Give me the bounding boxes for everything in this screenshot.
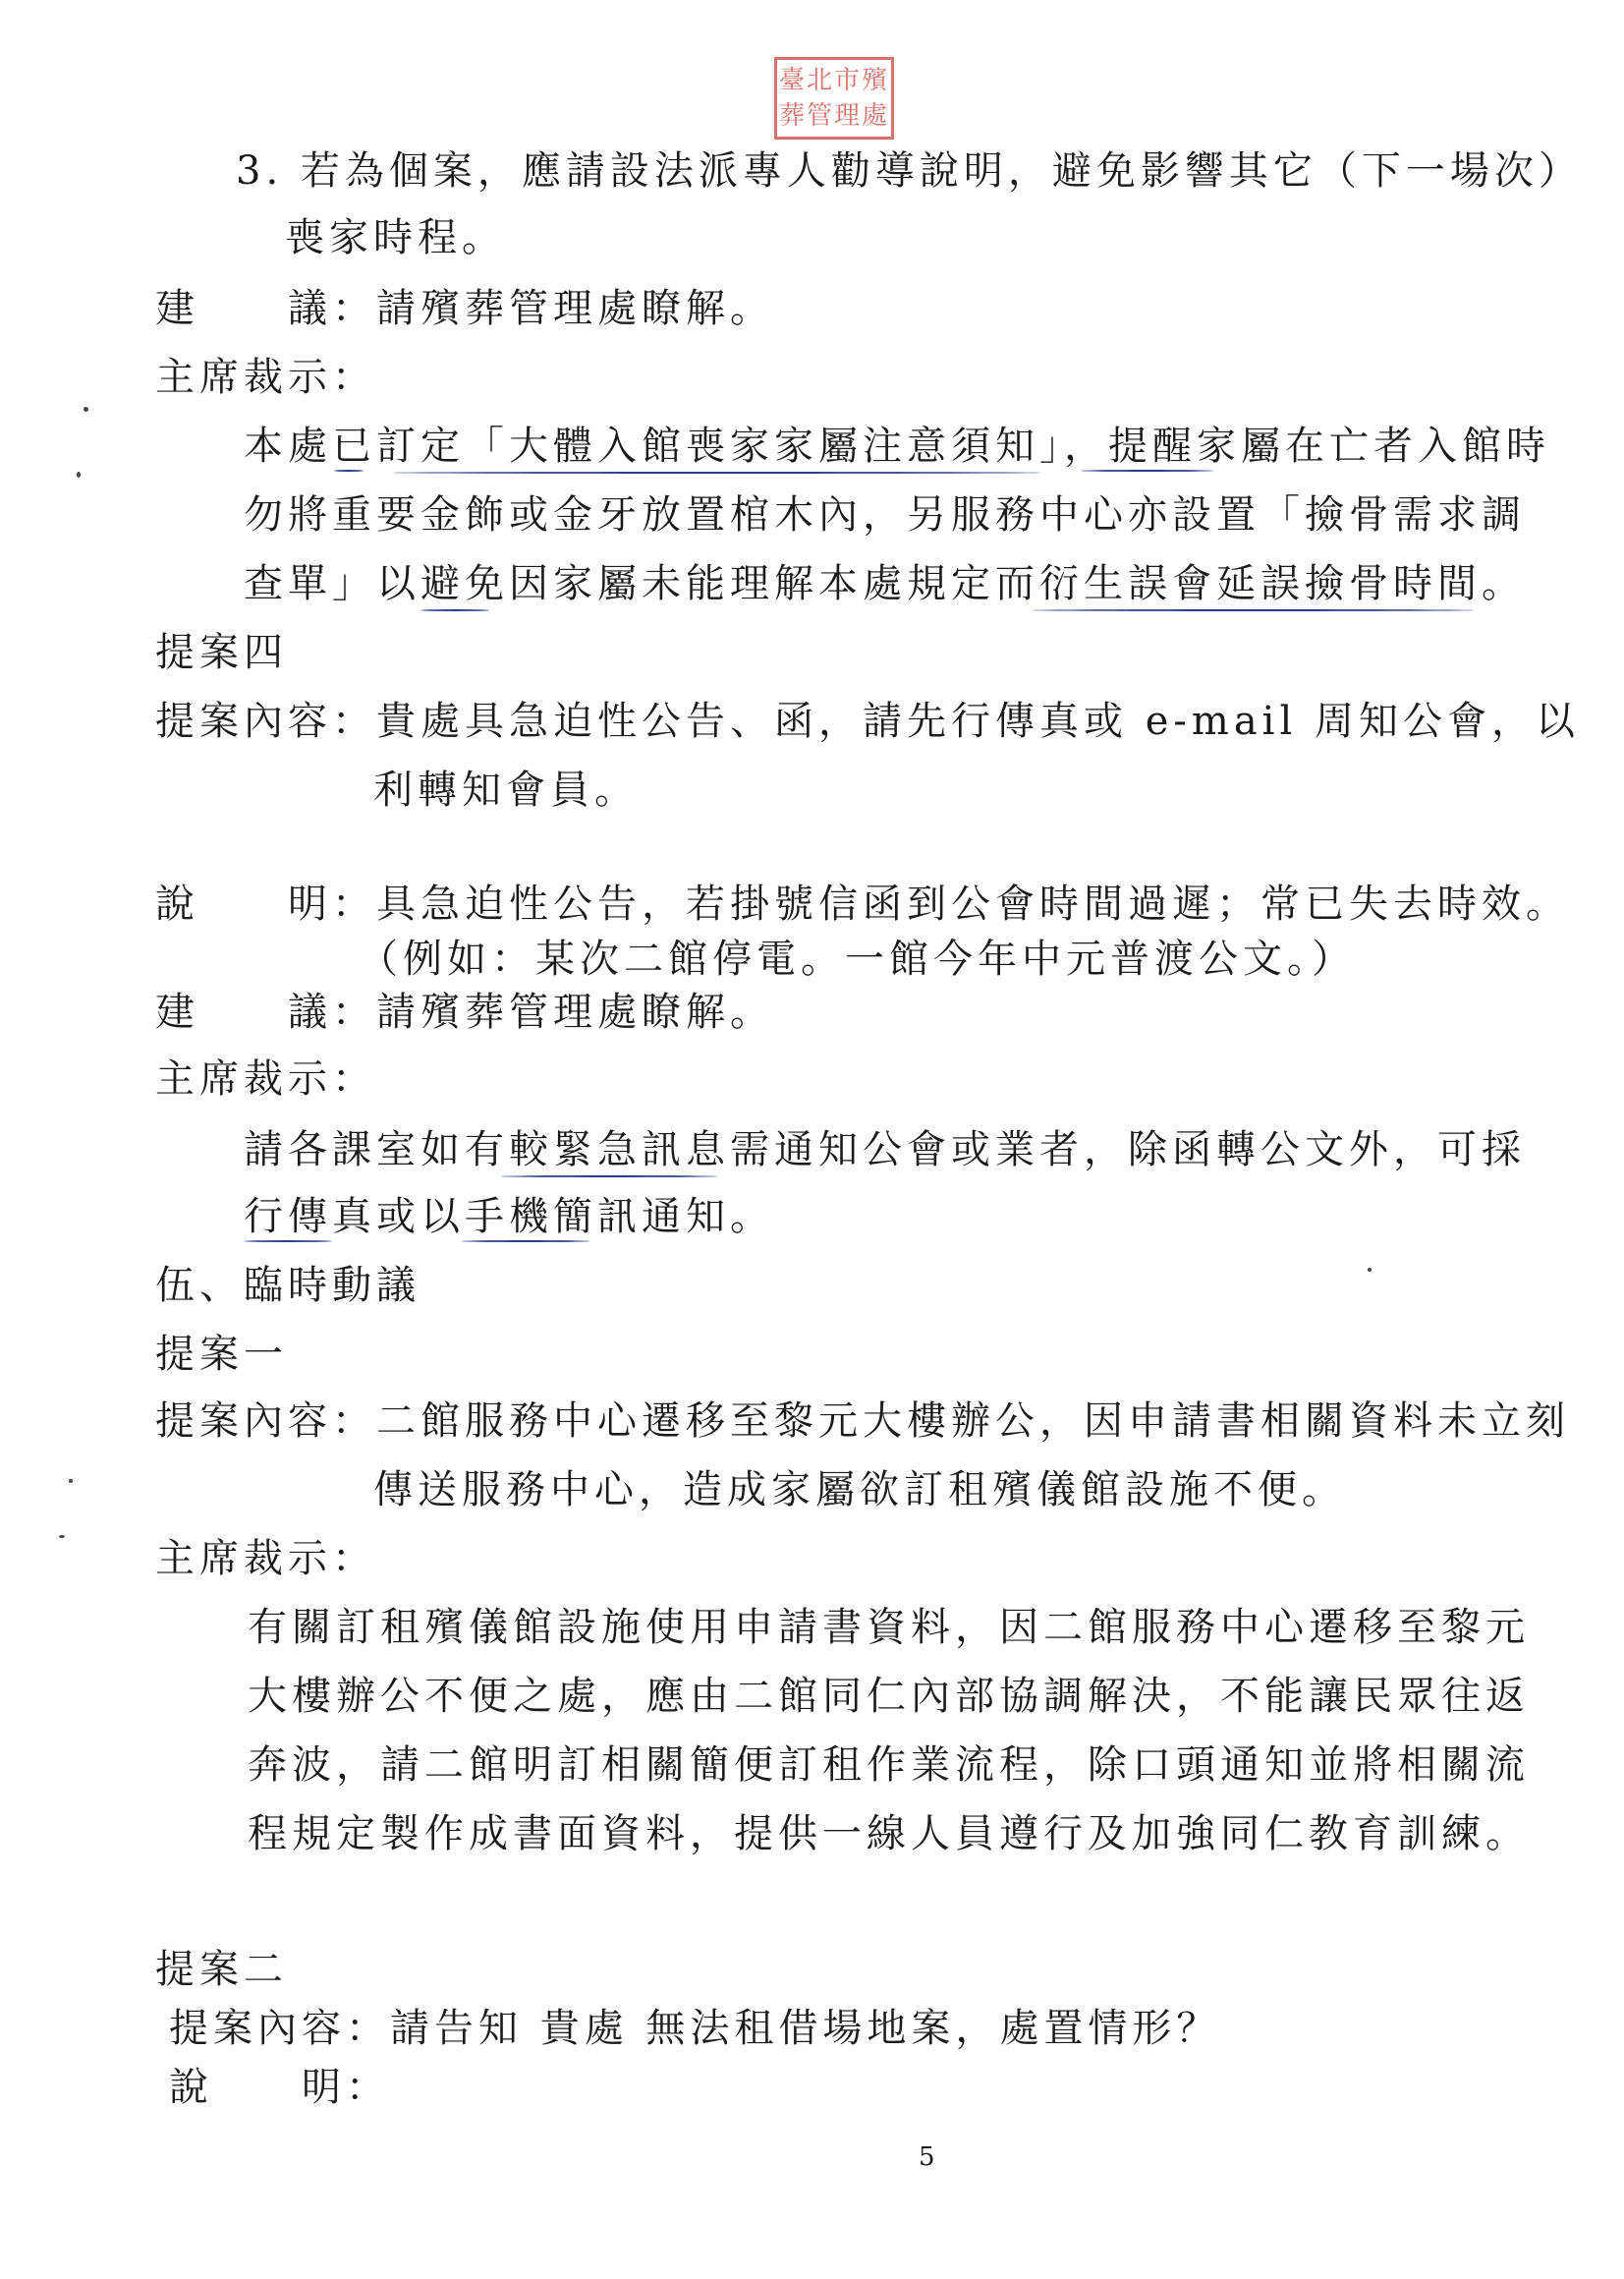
item-3-line2: 喪家時程。 [285,215,506,260]
ruling-2-line2: 行傳真或以手機簡訊通知。 [244,1194,774,1239]
scan-speck [69,1479,73,1483]
extra-proposal-2-heading: 提案二 [155,1947,288,1992]
ruling-2-line1: 請各課室如有較緊急訊息需通知公會或業者，除函轉公文外，可採 [244,1127,1526,1172]
proposal-4-content-line1: 提案內容：貴處具急迫性公告、函，請先行傳真或 e-mail 周知公會，以 [155,699,1580,744]
extra-proposal-1-heading: 提案一 [155,1332,288,1377]
scan-speck [1368,1268,1372,1272]
ruling-1-line2: 勿將重要金飾或金牙放置棺木內，另服務中心亦設置「撿骨需求調 [244,492,1526,538]
pen-underline [1081,470,1213,472]
scan-speck [77,472,81,478]
proposal-4-heading: 提案四 [155,630,288,675]
pen-underline [1032,609,1474,611]
scan-speck [59,1535,65,1538]
ruling-1-line1: 本處已訂定「大體入館喪家家屬注意須知」，提醒家屬在亡者入館時 [244,424,1550,469]
chair-ruling-heading-2: 主席裁示： [155,1056,376,1102]
pen-underline [244,1240,332,1242]
scan-speck [84,407,88,412]
ruling-3-line2: 大樓辦公不便之處，應由二館同仁內部協調解決，不能讓民眾往返 [248,1674,1530,1719]
pen-underline [501,1175,717,1177]
explanation-line1: 說 明：具急迫性公告，若掛號信函到公會時間過遲；常已失去時效。 [155,882,1570,927]
pen-underline [420,609,489,611]
chair-ruling-heading-3: 主席裁示： [155,1536,376,1581]
pen-underline [334,470,364,472]
extra-proposal-1-content-line2: 傳送服務中心，造成家屬欲訂租殯儀館設施不便。 [373,1467,1346,1512]
extra-proposal-1-content-line1: 提案內容：二館服務中心遷移至黎元大樓辦公，因申請書相關資料未立刻 [155,1398,1570,1444]
pen-underline [393,472,1041,474]
suggestion-line-1: 建 議：請殯葬管理處瞭解。 [155,286,774,331]
item-3-line1: 3. 若為個案，應請設法派專人勸導說明，避免影響其它（下一場次） [236,148,1583,194]
ruling-3-line4: 程規定製作成書面資料，提供一線人員遵行及加強同仁教育訓練。 [248,1811,1530,1856]
red-seal-stamp [774,57,894,140]
extra-proposal-2-content: 提案內容：請告知 貴處 無法租借場地案，處置情形？ [169,2006,1221,2051]
suggestion-line-2: 建 議：請殯葬管理處瞭解。 [155,990,774,1035]
seal-text: 臺北市殯葬管理處 [779,66,890,131]
pen-underline [462,1240,589,1242]
ruling-3-line3: 奔波，請二館明訂相關簡便訂租作業流程，除口頭通知並將相關流 [248,1742,1530,1788]
extra-proposal-2-explanation: 說 明： [169,2065,390,2110]
chair-ruling-heading-1: 主席裁示： [155,355,376,400]
proposal-4-content-line2: 利轉知會員。 [373,768,639,813]
ruling-3-line1: 有關訂租殯儀館設施使用申請書資料，因二館服務中心遷移至黎元 [248,1605,1530,1650]
page-number: 5 [919,2142,935,2172]
section-5-heading: 伍、臨時動議 [155,1263,420,1308]
explanation-line2: （例如：某次二館停電。一館今年中元普渡公文。） [359,937,1356,982]
ruling-1-line3: 查單」以避免因家屬未能理解本處規定而衍生誤會延誤撿骨時間。 [244,561,1526,606]
